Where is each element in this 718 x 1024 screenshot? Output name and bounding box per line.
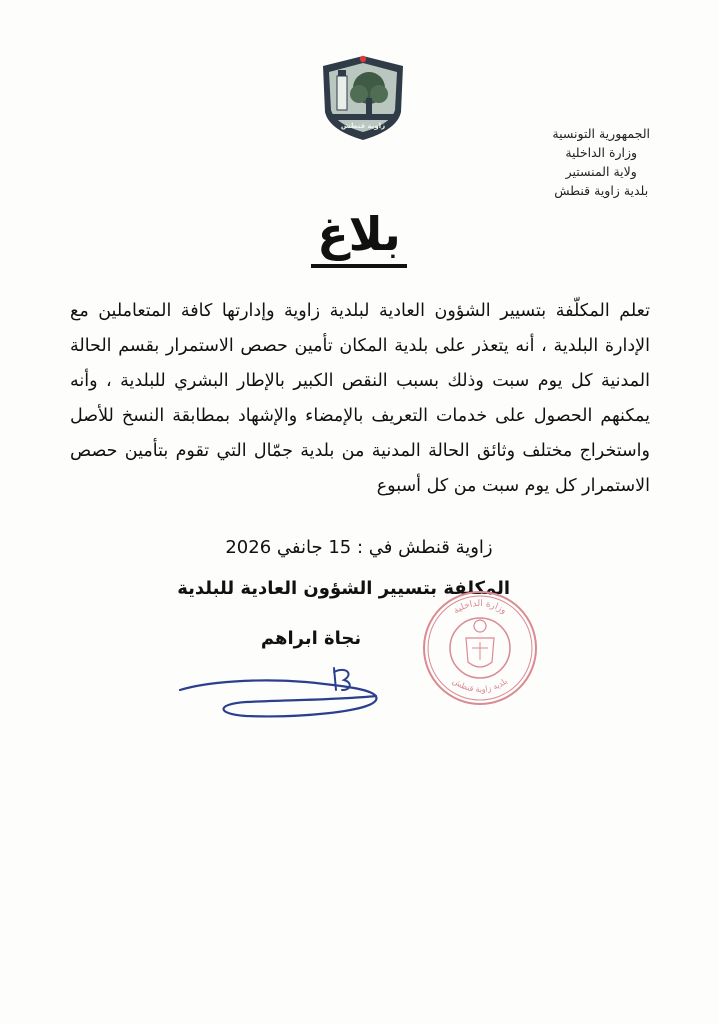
- header-line-municipality: بلدية زاوية قنطش: [554, 183, 649, 198]
- notice-title: [0, 206, 718, 268]
- stamp-top-text: وزارة الداخلية: [451, 598, 509, 617]
- stamp-bottom-text: بلدية زاوية قنطش: [450, 676, 510, 695]
- header-line-ministry: وزارة الداخلية: [565, 145, 638, 160]
- notice-title-text: بلاغ: [311, 206, 407, 268]
- signer-title: المكلفة بتسيير الشؤون العادية للبلدية: [177, 578, 510, 599]
- notice-date: زاوية قنطش في : 15 جانفي 2026: [225, 537, 493, 558]
- signature-scribble-icon: [176, 660, 386, 730]
- notice-body: تعلم المكلّفة بتسيير الشؤون العادية لبلدية زاوية وإدارتها كافة المتعاملين مع الإدارة البلدية ، أنه يتعذر على بلدية المكان تأمين حصص الاستمرار بقسم الحالة المدنية كل يوم سبت وذلك بسبب النقص الكبير بالإطار البشري للبلدية ، وأنه يمكنهم الحصول على خدمات التعريف بالإمضاء والإشهاد بمطابقة النسخ للأصل واستخراج مختلف وثائق الحالة المدنية من بلدية جمّال التي تقوم بتأمين حصص الاستمرار كل يوم سبت من كل أسبوع: [70, 301, 650, 496]
- signer-name: نجاة ابراهم: [260, 628, 362, 649]
- header-line-governorate: ولاية المنستير: [565, 164, 637, 179]
- letterhead: [552, 124, 650, 200]
- crest-label: زاوية قنطش: [340, 122, 386, 130]
- municipality-crest-icon: [317, 52, 409, 144]
- official-stamp-icon: [420, 588, 540, 708]
- header-line-republic: الجمهورية التونسية: [552, 126, 650, 141]
